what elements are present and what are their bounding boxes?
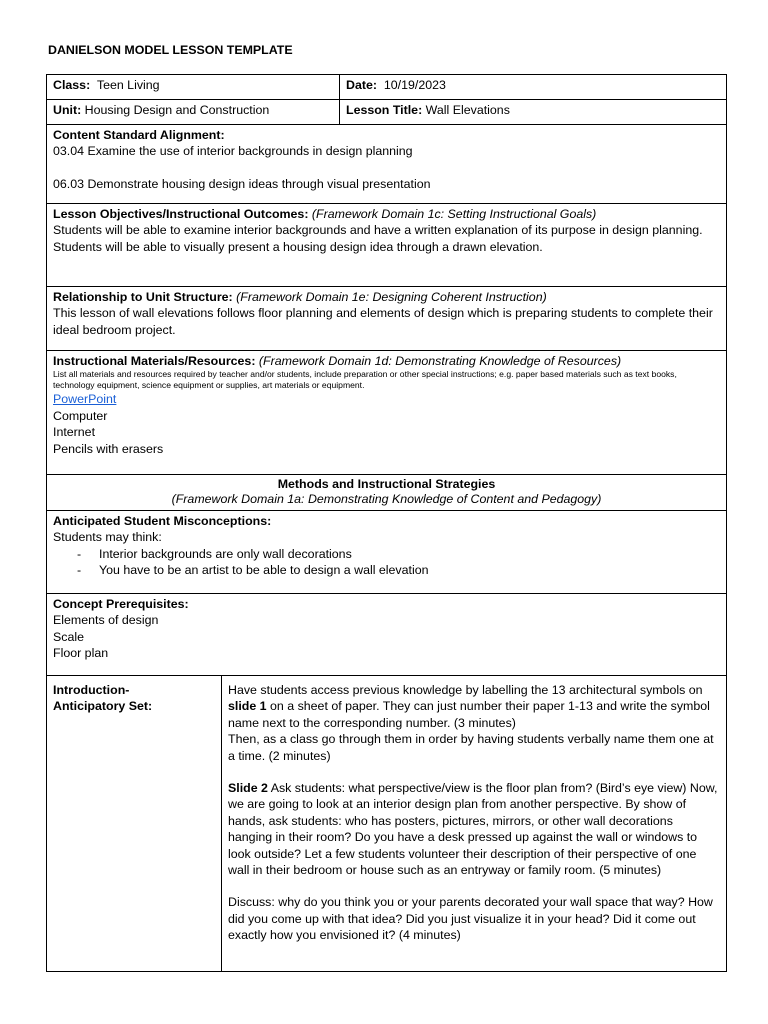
anticipatory-set-label: Anticipatory Set: <box>53 699 153 714</box>
misconceptions-list <box>53 546 720 579</box>
content-standard-row <box>47 125 727 204</box>
introduction-paragraph: Discuss: why do you think you or your parents decorated your wall space that way? How did you come up with that idea? Did you just visualize it in your head? Did it come out exactly how you envisioned it? (4 minutes) <box>228 895 713 943</box>
introduction-paragraph: Then, as a class go through them in order by having students verbally name them one at a time. (2 minutes) <box>228 732 714 763</box>
misconceptions-label: Anticipated Student Misconceptions: <box>53 514 272 528</box>
misconceptions-cell <box>47 511 727 594</box>
objectives-row <box>47 204 727 287</box>
prerequisites-row <box>47 594 727 676</box>
materials-row <box>47 351 727 475</box>
date-label: Date: <box>346 78 377 92</box>
material-item: Pencils with erasers <box>53 441 164 456</box>
material-item: Internet <box>53 425 96 440</box>
date-cell <box>340 75 727 100</box>
lesson-title-value: Wall Elevations <box>425 103 510 117</box>
unit-structure-cell <box>47 287 727 351</box>
introduction-row <box>47 676 727 972</box>
objectives-cell <box>47 204 727 287</box>
objective-line: Students will be able to examine interior backgrounds and have a written explanation of its purpose in design planning. <box>53 223 703 238</box>
document-title: DANIELSON MODEL LESSON TEMPLATE <box>48 43 293 57</box>
content-standard-label: Content Standard Alignment: <box>53 128 225 142</box>
list-item: - Interior backgrounds are only wall decorations <box>53 546 720 562</box>
objectives-label: Lesson Objectives/Instructional Outcomes: <box>53 207 309 221</box>
standard-item: 06.03 Demonstrate housing design ideas through visual presentation <box>53 176 431 191</box>
text-span: Have students access previous knowledge by labelling the 13 architectural symbols on <box>228 683 703 697</box>
unit-value: Housing Design and Construction <box>84 103 270 117</box>
objectives-domain: (Framework Domain 1c: Setting Instructional Goals) <box>311 207 597 221</box>
methods-domain: (Framework Domain 1a: Demonstrating Knowledge of Content and Pedagogy) <box>171 492 602 506</box>
unit-title-row <box>47 100 727 125</box>
material-item: Computer <box>53 408 108 423</box>
introduction-content-cell <box>222 676 727 972</box>
list-item: - You have to be an artist to be able to design a wall elevation <box>53 562 720 578</box>
methods-header-cell <box>47 475 727 511</box>
class-cell <box>47 75 340 100</box>
lesson-table <box>46 74 727 972</box>
class-value: Teen Living <box>96 78 160 92</box>
misconceptions-row <box>47 511 727 594</box>
class-label: Class: <box>53 78 91 92</box>
unit-structure-domain: (Framework Domain 1e: Designing Coherent Instruction) <box>236 290 547 304</box>
materials-note: List all materials and resources required by teacher and/or students, include preparation or other special instructions; e.g. paper based materials such as text books, technology equipment, science equipment or supplies, art materials or equipment. <box>53 369 677 391</box>
prerequisite-item: Elements of design <box>53 613 159 628</box>
prerequisites-label: Concept Prerequisites: <box>53 597 189 611</box>
unit-cell <box>47 100 340 125</box>
materials-cell <box>47 351 727 475</box>
unit-structure-label: Relationship to Unit Structure: <box>53 290 233 304</box>
class-date-row <box>47 75 727 100</box>
standard-item: 03.04 Examine the use of interior backgrounds in design planning <box>53 144 413 159</box>
materials-domain: (Framework Domain 1d: Demonstrating Knowledge of Resources) <box>258 354 622 368</box>
unit-structure-row <box>47 287 727 351</box>
prerequisite-item: Floor plan <box>53 646 109 661</box>
introduction-paragraph <box>228 682 720 731</box>
materials-label: Instructional Materials/Resources: <box>53 354 256 368</box>
prerequisite-item: Scale <box>53 629 84 644</box>
lesson-title-cell <box>340 100 727 125</box>
content-standard-cell <box>47 125 727 204</box>
introduction-label: Introduction- <box>53 683 130 697</box>
slide-1-ref: slide 1 <box>228 699 267 714</box>
date-value: 10/19/2023 <box>383 78 446 92</box>
introduction-label-cell <box>47 676 222 972</box>
prerequisites-cell <box>47 594 727 676</box>
misconceptions-intro: Students may think: <box>53 530 162 545</box>
slide-2-ref: Slide 2 <box>228 781 268 796</box>
lesson-title-label: Lesson Title: <box>346 103 423 117</box>
text-span: on a sheet of paper. They can just number their paper 1-13 and write the symbol name next to the corresponding number. (3 minutes) <box>228 699 710 730</box>
unit-label: Unit: <box>53 103 82 117</box>
methods-header-row <box>47 475 727 511</box>
powerpoint-link[interactable]: PowerPoint <box>53 392 117 407</box>
methods-heading: Methods and Instructional Strategies <box>277 477 496 491</box>
unit-structure-text: This lesson of wall elevations follows floor planning and elements of design which is preparing students to complete their ideal bedroom project. <box>53 306 713 337</box>
introduction-paragraph <box>228 780 720 878</box>
objective-line: Students will be able to visually present a housing design idea through a drawn elevation. <box>53 239 543 254</box>
text-span: Ask students: what perspective/view is the floor plan from? (Bird’s eye view) Now, we are going to look at an interior design plan from another perspective. By show of hands, ask students: who has posters, pictures, mirrors, or other wall decorations hanging in their room? Do you have a desk pressed up against the wall or windows to look outside? Let a few students volunteer their description of their perspective of one wall in their bedroom or house such as an entryway or family room. (5 minutes) <box>228 781 718 878</box>
